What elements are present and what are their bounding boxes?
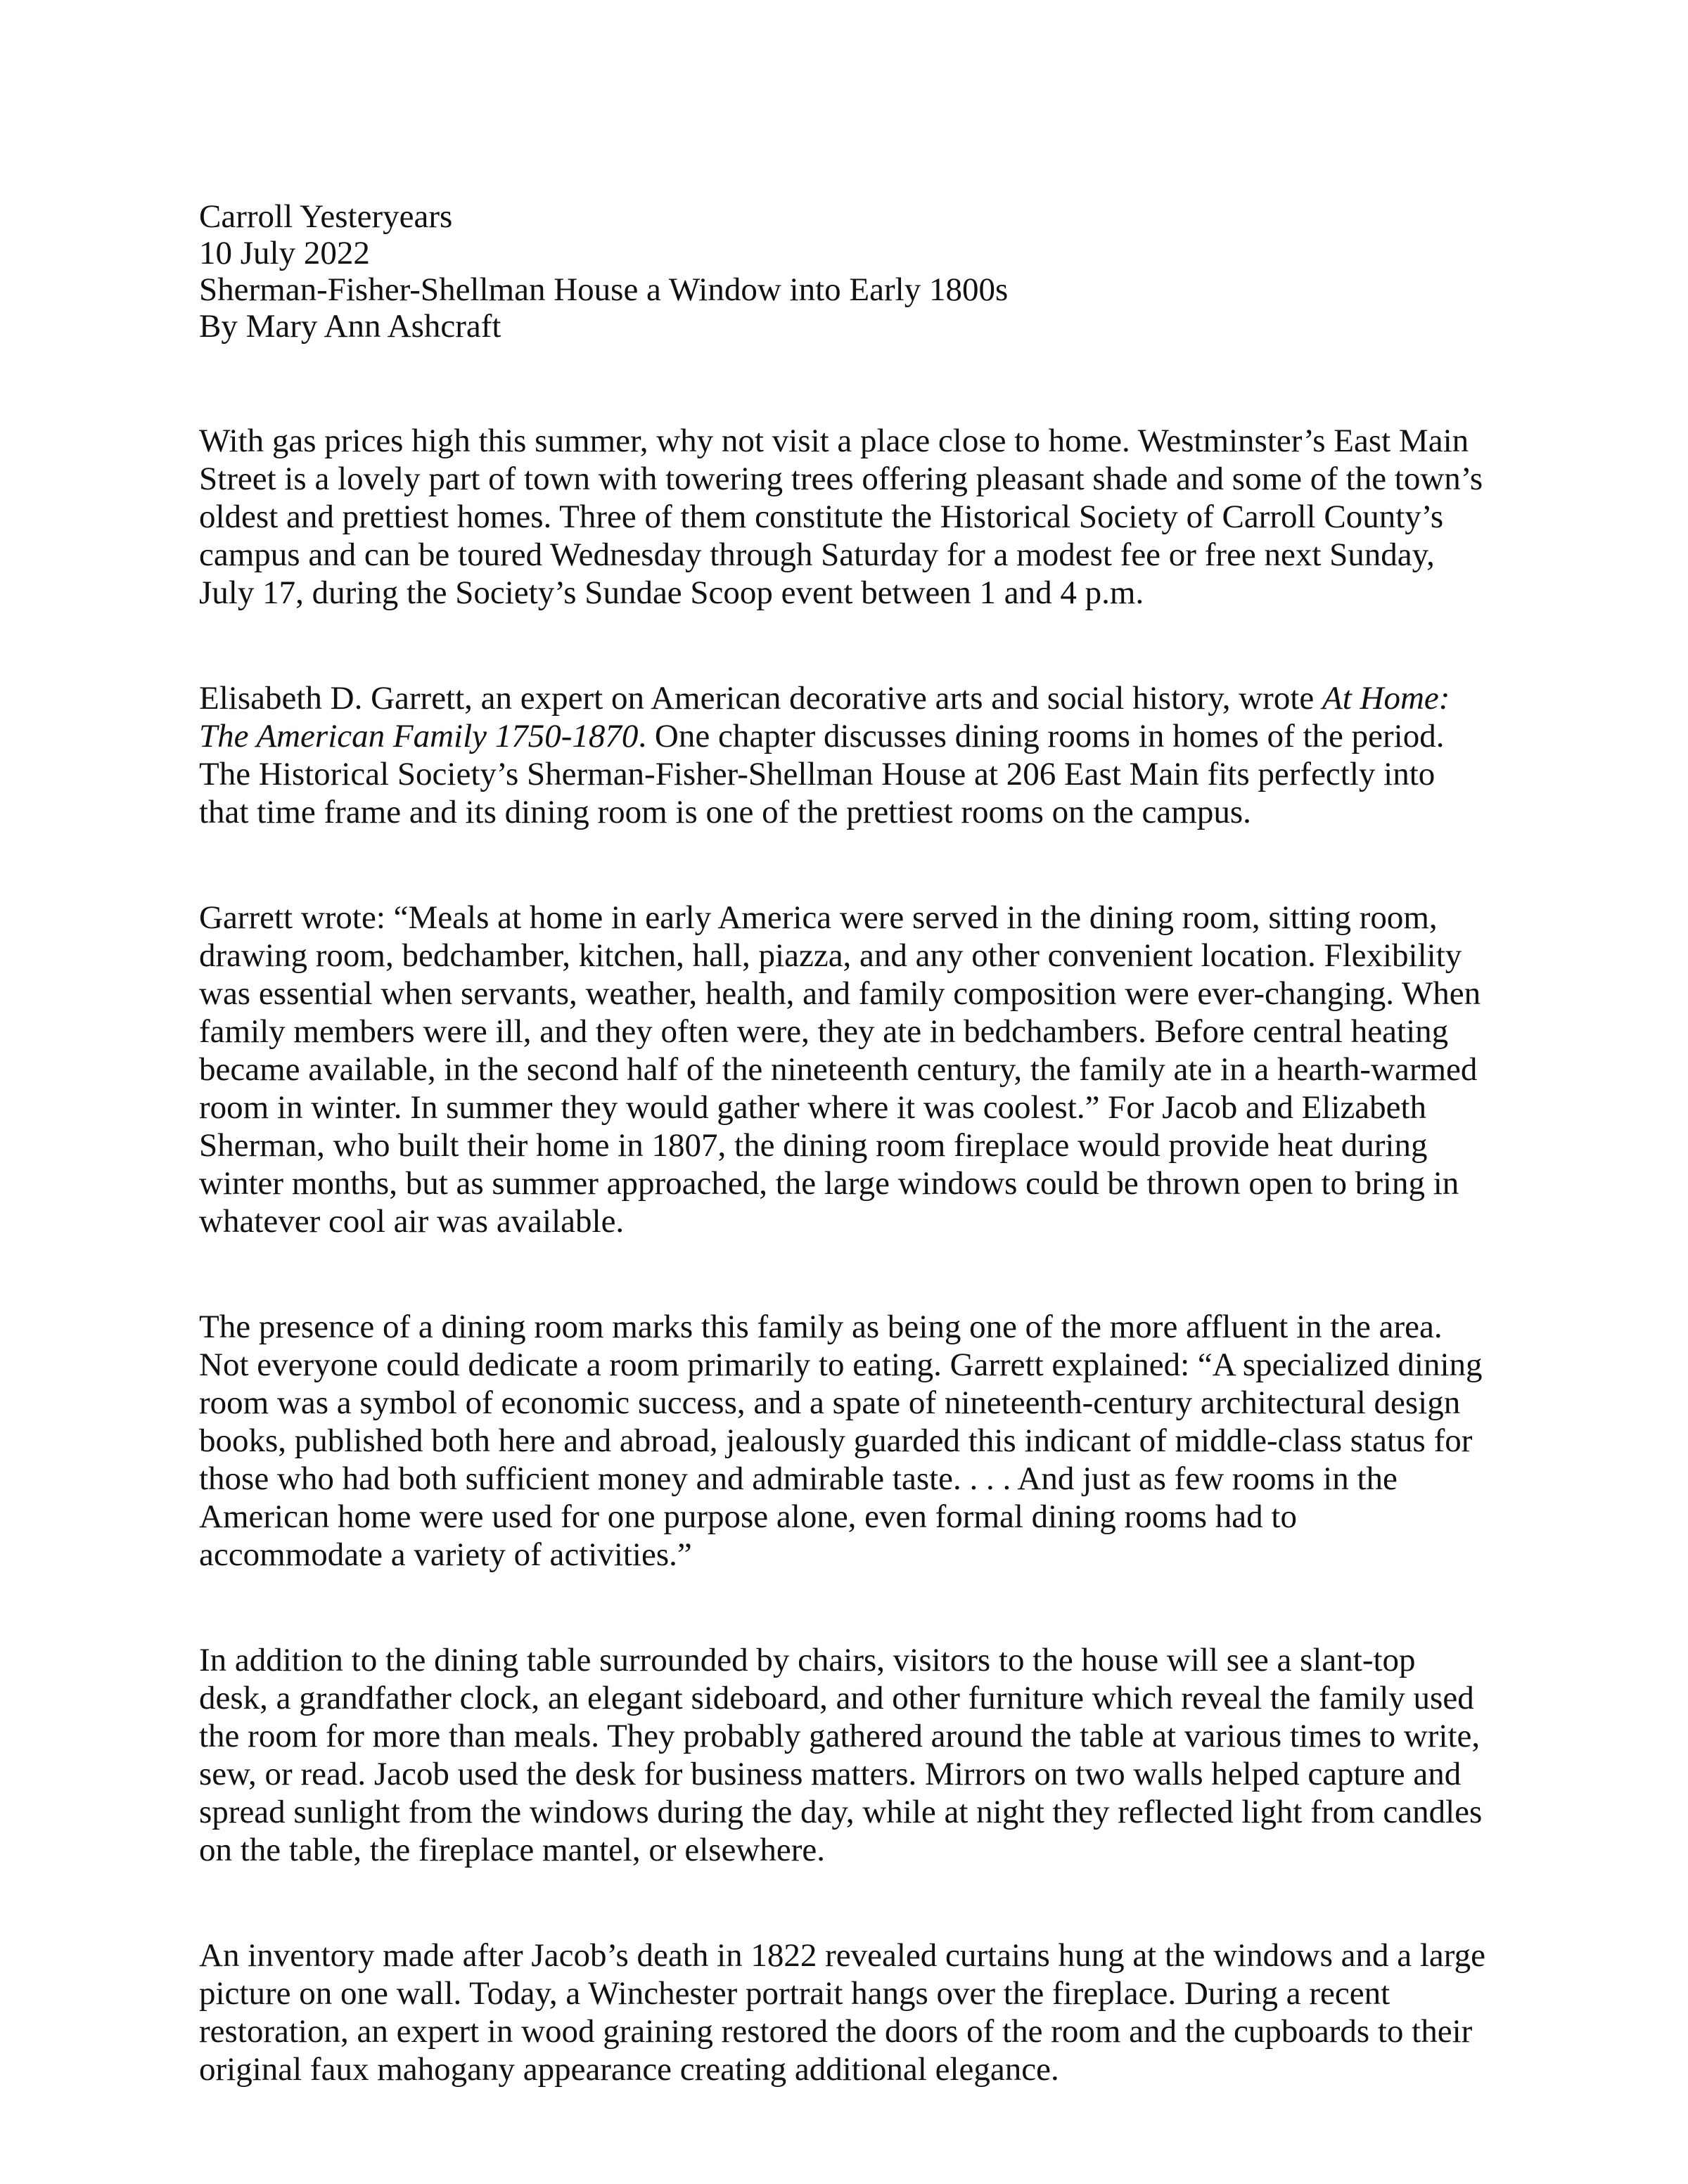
paragraph-5 [199,1641,1485,1869]
byline: By Mary Ann Ashcraft [199,308,501,345]
text-line: restoration, an expert in wood graining restored the doors of the room and the cupboards to their [199,2013,1473,2050]
text-line: oldest and prettiest homes. Three of them constitute the Historical Society of Carroll County’s [199,499,1444,535]
paragraph-1 [199,422,1485,612]
text-line: In addition to the dining table surrounded by chairs, visitors to the house will see a slant-top [199,1642,1416,1678]
column-name: Carroll Yesteryears [199,198,453,235]
paragraph-3 [199,899,1485,1240]
text-line: An inventory made after Jacob’s death in 1822 revealed curtains hung at the windows and a large [199,1937,1485,1974]
text-line [199,679,1485,717]
paragraph-2 [199,679,1485,831]
text-line: those who had both sufficient money and admirable taste. . . . And just as few rooms in the [199,1460,1398,1497]
text-line: With gas prices high this summer, why not visit a place close to home. Westminster’s East Main [199,423,1469,459]
text-line: Not everyone could dedicate a room primarily to eating. Garrett explained: “A specialized dining [199,1347,1483,1383]
article-title: Sherman-Fisher-Shellman House a Window into Early 1800s [199,271,1009,308]
text-line: room was a symbol of economic success, and a spate of nineteenth-century architectural design [199,1385,1461,1421]
text-segment: Elisabeth D. Garrett, an expert on American decorative arts and social history, wrote [199,680,1322,717]
text-line: desk, a grandfather clock, an elegant sideboard, and other furniture which reveal the family used [199,1680,1474,1716]
article-header [199,198,1008,345]
text-line: picture on one wall. Today, a Winchester portrait hangs over the fireplace. During a recent [199,1975,1390,2012]
text-line: on the table, the fireplace mantel, or elsewhere. [199,1832,825,1868]
text-line: The presence of a dining room marks this family as being one of the more affluent in the area. [199,1309,1443,1345]
paragraph-4 [199,1308,1485,1574]
text-line: Street is a lovely part of town with towering trees offering pleasant shade and some of the town’s [199,461,1483,497]
text-line: spread sunlight from the windows during the day, while at night they reflected light from candles [199,1794,1483,1830]
text-line: books, published both here and abroad, jealously guarded this indicant of middle-class status for [199,1422,1473,1459]
text-line: became available, in the second half of the nineteenth century, the family ate in a hearth-warmed [199,1051,1478,1088]
book-title: The American Family 1750-1870 [199,718,639,754]
text-line: room in winter. In summer they would gather where it was coolest.” For Jacob and Elizabeth [199,1089,1427,1126]
text-line: Garrett wrote: “Meals at home in early America were served in the dining room, sitting room, [199,899,1438,936]
book-title: At Home: [1322,680,1450,717]
text-line: family members were ill, and they often were, they ate in bedchambers. Before central heating [199,1013,1449,1050]
text-line: the room for more than meals. They probably gathered around the table at various times to write, [199,1718,1481,1754]
text-line: July 17, during the Society’s Sundae Scoop event between 1 and 4 p.m. [199,574,1144,611]
text-line: campus and can be toured Wednesday through Saturday for a modest fee or free next Sunday, [199,537,1435,573]
text-line: Sherman, who built their home in 1807, the dining room fireplace would provide heat during [199,1127,1428,1164]
article-date: 10 July 2022 [199,235,370,271]
text-line: sew, or read. Jacob used the desk for business matters. Mirrors on two walls helped capture and [199,1756,1462,1792]
text-line: The Historical Society’s Sherman-Fisher-Shellman House at 206 East Main fits perfectly into [199,756,1436,792]
text-line: was essential when servants, weather, health, and family composition were ever-changing. When [199,975,1481,1012]
text-line: accommodate a variety of activities.” [199,1536,692,1573]
text-line: drawing room, bedchamber, kitchen, hall, piazza, and any other convenient location. Flexibility [199,937,1462,974]
text-segment: . One chapter discusses dining rooms in homes of the period. [638,718,1445,754]
text-line: original faux mahogany appearance creating additional elegance. [199,2051,1059,2088]
paragraph-6 [199,1936,1485,2088]
text-line [199,717,1485,755]
text-line: whatever cool air was available. [199,1203,625,1240]
article-body [199,422,1485,2088]
text-line: American home were used for one purpose alone, even formal dining rooms had to [199,1498,1297,1535]
text-line: that time frame and its dining room is one of the prettiest rooms on the campus. [199,794,1251,830]
text-line: winter months, but as summer approached, the large windows could be thrown open to bring in [199,1165,1459,1202]
